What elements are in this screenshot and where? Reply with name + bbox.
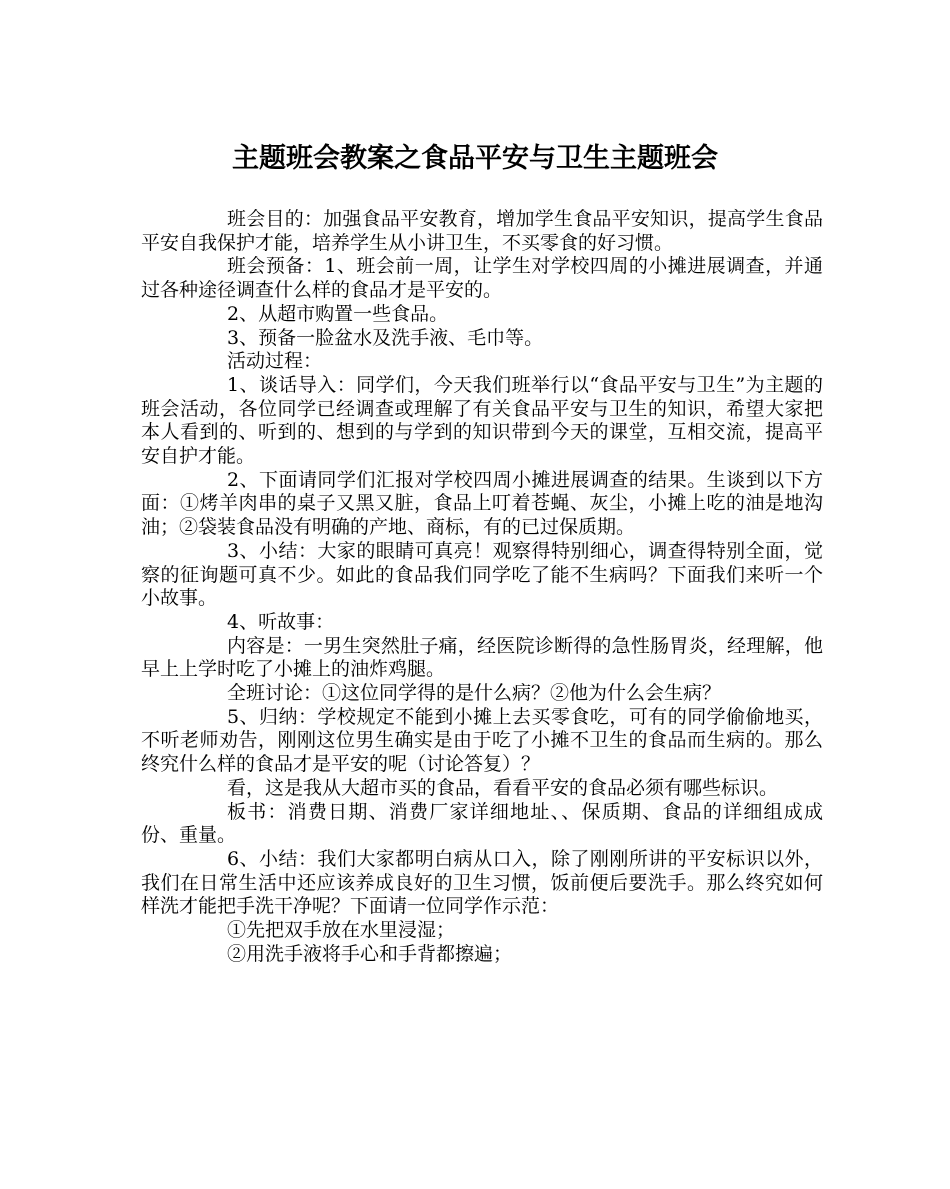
- paragraph-preparation-1: 班会预备：1、班会前一周，让学生对学校四周的小摊进展调查，并通过各种途径调查什么样的食品才是平安的。: [141, 255, 823, 302]
- paragraph-wash-step-2: ②用洗手液将手心和手背都擦遍；: [227, 942, 513, 965]
- paragraph-activity-heading: 活动过程：: [227, 350, 323, 373]
- paragraph-step-2: 2、下面请同学们汇报对学校四周小摊进展调查的结果。生谈到以下方面：①烤羊肉串的桌子又黑又脏，食品上叮着苍蝇、灰尘，小摊上吃的油是地沟油；②袋装食品没有明确的产地、商标，有的已过保质期。: [141, 468, 823, 539]
- paragraph-blackboard: 板书：消费日期、消费厂家详细地址、、保质期、食品的详细组成成份、重量。: [141, 800, 823, 847]
- paragraph-discussion: 全班讨论：①这位同学得的是什么病？②他为什么会生病？: [227, 682, 722, 705]
- document-body: [141, 208, 823, 967]
- paragraph-wash-step-1: ①先把双手放在水里浸湿；: [227, 919, 456, 942]
- paragraph-preparation-3: 3、预备一脸盆水及洗手液、毛巾等。: [227, 326, 544, 349]
- paragraph-step-1: 1、谈话导入：同学们，今天我们班举行以“食品平安与卫生”为主题的班会活动，各位同学已经调查或理解了有关食品平安与卫生的知识，希望大家把本人看到的、听到的、想到的与学到的知识带到今天的课堂，互相交流，提高平安自护才能。: [141, 373, 823, 468]
- paragraph-purpose: 班会目的：加强食品平安教育，增加学生食品平安知识，提高学生食品平安自我保护才能，培养学生从小讲卫生，不买零食的好习惯。: [141, 208, 823, 254]
- document-title: 主题班会教案之食品平安与卫生主题班会: [232, 143, 718, 174]
- paragraph-story-content: 内容是：一男生突然肚子痛，经医院诊断得的急性肠胃炎，经理解，他早上上学时吃了小摊上的油炸鸡腿。: [141, 634, 823, 681]
- paragraph-labels-intro: 看，这是我从大超市买的食品，看看平安的食品必须有哪些标识。: [227, 776, 779, 799]
- paragraph-step-3: 3、小结：大家的眼睛可真亮！观察得特别细心，调查得特别全面，觉察的征询题可真不少。如此的食品我们同学吃了能不生病吗？下面我们来听一个小故事。: [141, 539, 823, 610]
- paragraph-preparation-2: 2、从超市购置一些食品。: [227, 302, 449, 325]
- paragraph-step-6: 6、小结：我们大家都明白病从口入，除了刚刚所讲的平安标识以外，我们在日常生活中还应该养成良好的卫生习惯，饭前便后要洗手。那么终究如何样洗才能把手洗干净呢？下面请一位同学作示范：: [141, 847, 823, 918]
- paragraph-step-5: 5、归纳：学校规定不能到小摊上去买零食吃，可有的同学偷偷地买，不听老师劝告，刚刚这位男生确实是由于吃了小摊不卫生的食品而生病的。那么终究什么样的食品才是平安的呢（讨论答复）？: [141, 705, 823, 776]
- paragraph-step-4: 4、听故事：: [227, 610, 335, 633]
